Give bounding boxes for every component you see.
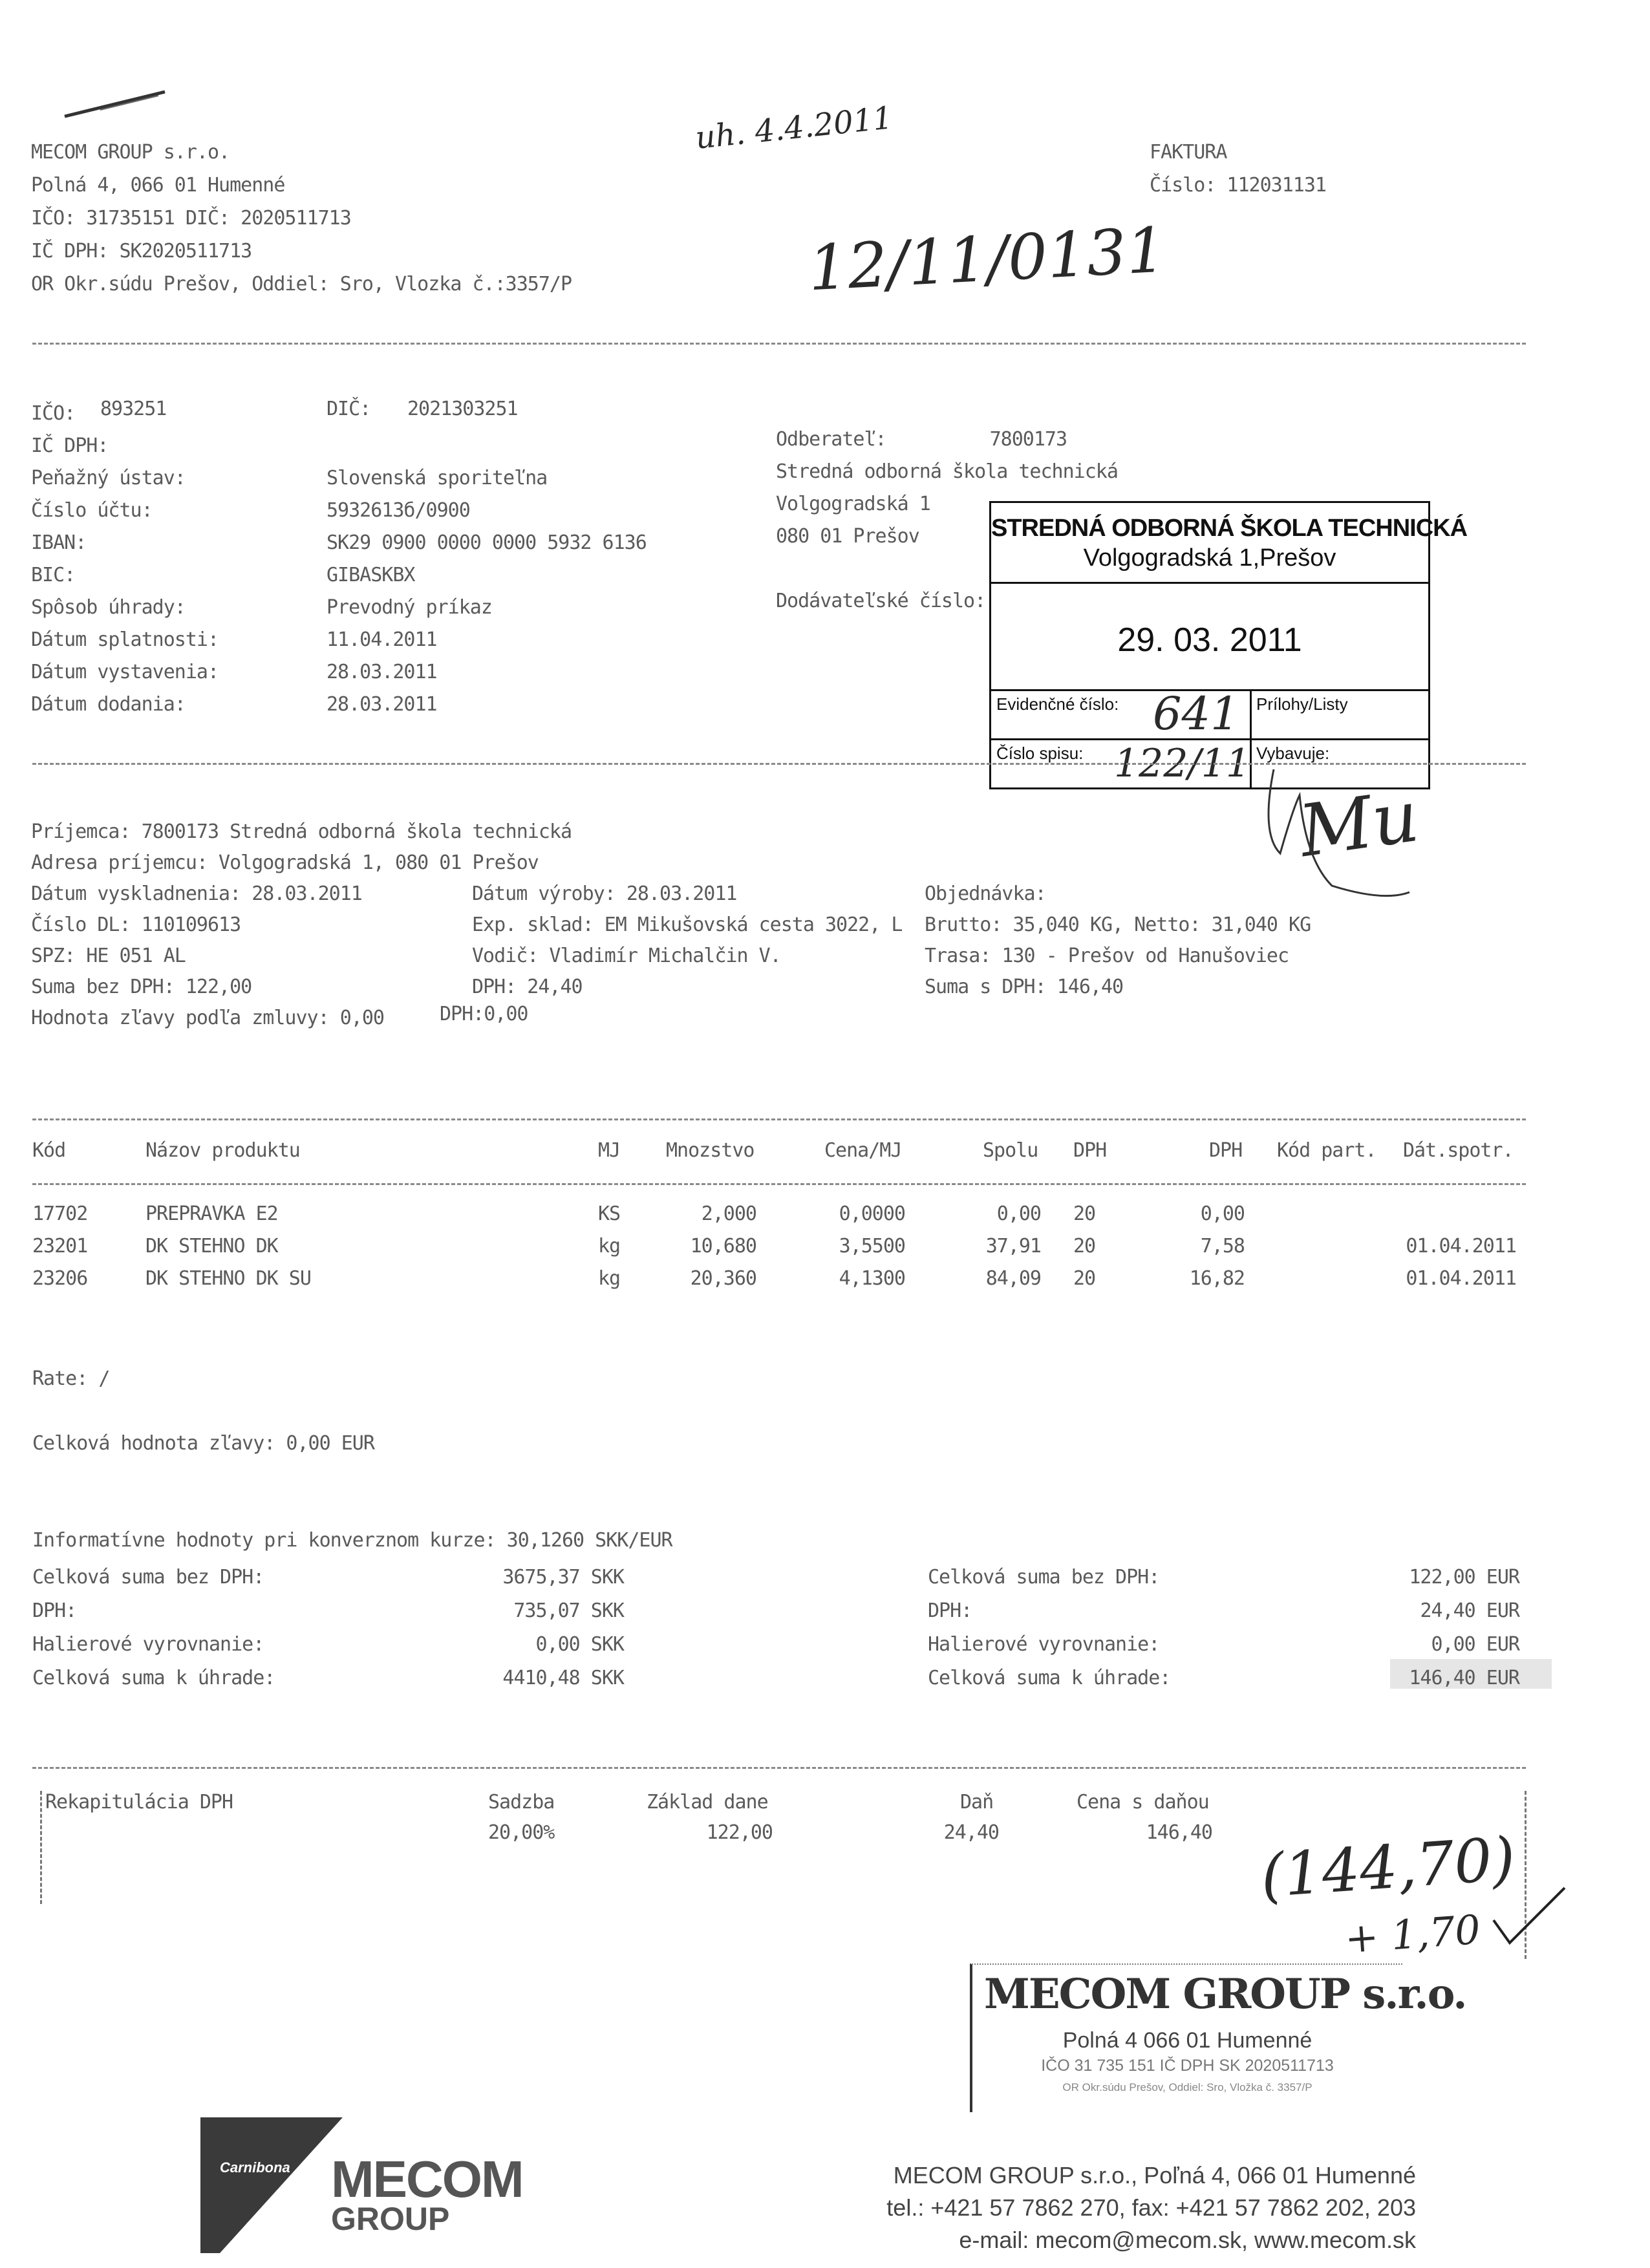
stamp-evid-label: Evidenčné číslo: (996, 694, 1119, 714)
sum-no-vat: Suma bez DPH: 122,00 (31, 976, 252, 998)
stamp-school-name: STREDNÁ ODBORNÁ ŠKOLA TECHNICKÁ (991, 515, 1468, 542)
separator (32, 1118, 1526, 1120)
skk-vat: 735,07 SKK (513, 1599, 624, 1622)
carnibona-logo-icon (194, 2114, 349, 2260)
footer-address: MECOM GROUP s.r.o., Poľná 4, 066 01 Humenné (893, 2162, 1416, 2188)
cell-price: 4,1300 (839, 1267, 905, 1290)
eur-vat: 24,40 EUR (1420, 1599, 1519, 1622)
conv-label-vat: DPH: (32, 1599, 77, 1622)
eur-label-total-no-vat: Celková suma bez DPH: (928, 1566, 1160, 1589)
cell-vat: 7,58 (1200, 1235, 1245, 1257)
cell-qty: 20,360 (690, 1267, 756, 1290)
col-header-vat-rate: DPH (1073, 1139, 1107, 1162)
cell-code: 23206 (32, 1267, 88, 1290)
delivery-label: Dátum dodania: (31, 693, 186, 716)
separator (32, 763, 1526, 765)
stamp-company-register: OR Okr.súdu Prešov, Oddiel: Sro, Vložka č. 3357/P (1062, 2081, 1312, 2093)
cell-vat-rate: 20 (1073, 1267, 1096, 1290)
registry-stamp (989, 501, 1468, 789)
due-value: 11.04.2011 (327, 628, 437, 651)
col-header-qty: Mnozstvo (666, 1139, 755, 1162)
handwritten-difference: + 1,70 (1343, 1905, 1483, 1963)
recap-gross: 146,40 (1146, 1821, 1212, 1844)
stamp-spis-label: Číslo spisu: (996, 744, 1084, 763)
cell-vat-rate: 20 (1073, 1203, 1096, 1225)
delivery-right (925, 879, 1311, 1003)
logo-brand-main: MECOM (331, 2150, 523, 2208)
delivery-vat: DPH: 24,40 (472, 976, 583, 998)
recap-border-left (40, 1791, 42, 1904)
col-header-code: Kód (32, 1139, 66, 1162)
separator (32, 343, 1526, 345)
cell-unit: kg (598, 1267, 621, 1290)
stamp-company-ids: IČO 31 735 151 IČ DPH SK 2020511713 (1041, 2057, 1334, 2075)
skk-rounding: 0,00 SKK (535, 1633, 624, 1656)
sum-vat: Suma s DPH: 146,40 (925, 976, 1124, 998)
ic-dph-label: IČ DPH: (31, 434, 109, 457)
order: Objednávka: (925, 883, 1046, 905)
cell-unit: KS (598, 1203, 621, 1225)
cell-name: DK STEHNO DK (145, 1235, 278, 1257)
customer-name: Stredná odborná škola technická (776, 460, 1118, 483)
eur-total-no-vat: 122,00 EUR (1409, 1566, 1519, 1589)
eur-label-rounding: Halierové vyrovnanie: (928, 1633, 1160, 1656)
handwritten-ref-number: 12/11/0131 (806, 213, 1168, 305)
customer-label: Odberateľ: (776, 428, 886, 451)
pen-mark-icon (61, 84, 171, 123)
supplier-block (31, 136, 572, 301)
route: Trasa: 130 - Prešov od Hanušoviec (925, 945, 1289, 967)
recipient-address: Adresa príjemcu: Volgogradská 1, 080 01 Prešov (31, 851, 539, 874)
customer-code: 7800173 (989, 428, 1067, 451)
iban-label: IBAN: (31, 531, 87, 554)
conv-label-rounding: Halierové vyrovnanie: (32, 1633, 264, 1656)
cell-code: 17702 (32, 1203, 88, 1225)
signature: Mu (1294, 774, 1424, 873)
col-header-total: Spolu (983, 1139, 1038, 1162)
footer-phone: tel.: +421 57 7862 270, fax: +421 57 7862 202, 203 (886, 2194, 1416, 2221)
account-label: Číslo účtu: (31, 499, 153, 522)
stamp-divider (991, 582, 1428, 584)
cell-name: PREPRAVKA E2 (145, 1203, 278, 1225)
conv-label-total-due: Celková suma k úhrade: (32, 1667, 275, 1689)
method-value: Prevodný príkaz (327, 596, 492, 619)
recap-label: Rekapitulácia DPH (45, 1791, 233, 1813)
logo-small-text: Carnibona (220, 2159, 290, 2176)
stamp-handler-label: Vybavuje: (1256, 744, 1330, 763)
recap-tax: 24,40 (943, 1821, 999, 1844)
supplier-ids: IČO: 31735151 DIČ: 2020511713 (31, 207, 351, 230)
rate-label: Rate: / (32, 1367, 110, 1390)
ico-label: IČO: (31, 402, 76, 425)
skk-total-no-vat: 3675,37 SKK (502, 1566, 624, 1589)
stamp-company-name: MECOM GROUP s.r.o. (984, 1970, 1466, 2018)
col-header-price: Cena/MJ (824, 1139, 902, 1162)
cell-total: 0,00 (996, 1203, 1041, 1225)
ico-value: 893251 (100, 398, 167, 420)
cell-vat-rate: 20 (1073, 1235, 1096, 1257)
recap-header-rate: Sadzba (488, 1791, 555, 1813)
footer-contact (679, 2159, 1416, 2256)
cell-qty: 2,000 (701, 1203, 756, 1225)
company-stamp (970, 1963, 1466, 2112)
recap-header-base: Základ dane (647, 1791, 768, 1813)
cell-price: 0,0000 (839, 1203, 905, 1225)
cell-code: 23201 (32, 1235, 88, 1257)
cell-expiry: 01.04.2011 (1406, 1267, 1516, 1290)
eur-total-due: 146,40 EUR (1409, 1667, 1519, 1689)
conversion-labels-eur (928, 1561, 1170, 1695)
production-date: Dátum výroby: 28.03.2011 (472, 883, 737, 905)
payment-labels (31, 398, 219, 721)
conversion-eur-values (1293, 1561, 1519, 1695)
dic-label: DIČ: (327, 398, 371, 420)
delivery-middle (472, 879, 902, 1003)
invoice-label: FAKTURA (1150, 141, 1227, 164)
discount-vat: DPH:0,00 (440, 1003, 528, 1025)
issued-value: 28.03.2011 (327, 661, 437, 683)
conversion-skk-values (388, 1561, 624, 1695)
supplier-address: Polná 4, 066 01 Humenné (31, 174, 285, 197)
handwritten-date: uh. 4.4.2011 (693, 100, 895, 156)
issued-label: Dátum vystavenia: (31, 661, 219, 683)
eur-label-total-due: Celková suma k úhrade: (928, 1667, 1171, 1689)
account-value: 5932613б/0900 (327, 499, 470, 522)
eur-label-vat: DPH: (928, 1599, 972, 1622)
dispatch-date: Dátum vyskladnenia: 28.03.2011 (31, 883, 362, 905)
conv-label-total-no-vat: Celková suma bez DPH: (32, 1566, 264, 1589)
dl-number: Číslo DL: 110109613 (31, 914, 241, 936)
col-header-name: Názov produktu (145, 1139, 300, 1162)
conversion-labels-skk (32, 1561, 275, 1695)
separator (32, 1183, 1526, 1185)
driver: Vodič: Vladimír Michalčin V. (472, 945, 781, 967)
stamp-school-address: Volgogradská 1,Prešov (1083, 544, 1336, 572)
cell-unit: kg (598, 1235, 621, 1257)
due-label: Dátum splatnosti: (31, 628, 219, 651)
skk-total-due: 4410,48 SKK (502, 1667, 624, 1689)
recap-rate: 20,00% (488, 1821, 555, 1844)
dic-value: 2021303251 (407, 398, 518, 420)
cell-vat: 0,00 (1200, 1203, 1245, 1225)
separator (32, 1767, 1526, 1769)
payment-values (327, 462, 647, 721)
cell-expiry: 01.04.2011 (1406, 1235, 1516, 1257)
supplier-register: OR Okr.súdu Prešov, Oddiel: Sro, Vlozka č.:3357/P (31, 273, 572, 295)
bank-value: Slovenská sporiteľna (327, 467, 548, 489)
stamp-attachments-label: Prílohy/Listy (1256, 694, 1348, 714)
warehouse: Exp. sklad: EM Mikušovská cesta 3022, L (472, 914, 903, 936)
col-header-expiry: Dát.spotr. (1403, 1139, 1514, 1162)
cell-total: 37,91 (985, 1235, 1041, 1257)
handwritten-corrected-total: (144,70) (1258, 1824, 1517, 1911)
supplier-vat-id: IČ DPH: SK2020511713 (31, 240, 252, 262)
recipient: Príjemca: 7800173 Stredná odborná škola technická (31, 820, 572, 843)
invoice-number: Číslo: 112031131 (1150, 174, 1326, 197)
iban-value: SK29 0900 0000 0000 5932 6136 (327, 531, 647, 554)
check-mark-icon (1487, 1881, 1571, 1952)
delivery-value: 28.03.2011 (327, 693, 437, 716)
cell-name: DK STEHNO DK SU (145, 1267, 311, 1290)
method-label: Spôsob úhrady: (31, 596, 186, 619)
handwritten-evid-number: 641 (1153, 687, 1239, 740)
customer-street: Volgogradská 1 (776, 493, 930, 515)
logo-brand-sub: GROUP (331, 2201, 450, 2237)
col-header-part: Kód part. (1277, 1139, 1377, 1162)
recap-header-gross: Cena s daňou (1077, 1791, 1209, 1813)
weight: Brutto: 35,040 KG, Netto: 31,040 KG (925, 914, 1311, 936)
supplier-name: MECOM GROUP s.r.o. (31, 141, 230, 164)
cell-vat: 16,82 (1189, 1267, 1245, 1290)
invoice-header (1150, 136, 1326, 202)
footer-email: e-mail: mecom@mecom.sk, www.mecom.sk (959, 2227, 1416, 2253)
discount-value: Hodnota zľavy podľa zmluvy: 0,00 (31, 1007, 384, 1029)
conversion-note: Informatívne hodnoty pri konverznom kurze: 30,1260 SKK/EUR (32, 1529, 672, 1552)
bic-value: GIBASKBX (327, 564, 415, 586)
stamp-company-address: Polná 4 066 01 Humenné (1062, 2028, 1312, 2053)
stamp-date: 29. 03. 2011 (1117, 621, 1302, 659)
cell-total: 84,09 (985, 1267, 1041, 1290)
handwritten-spis-number: 122/11 (1114, 741, 1251, 786)
cell-price: 3,5500 (839, 1235, 905, 1257)
eur-rounding: 0,00 EUR (1431, 1633, 1519, 1656)
customer-city: 080 01 Prešov (776, 525, 919, 548)
col-header-unit: MJ (598, 1139, 621, 1162)
supplier-number-label: Dodávateľské číslo: (776, 590, 986, 612)
bank-label: Peňažný ústav: (31, 467, 186, 489)
recap-header-tax: Daň (960, 1791, 994, 1813)
recap-base: 122,00 (706, 1821, 773, 1844)
bic-label: BIC: (31, 564, 76, 586)
cell-qty: 10,680 (690, 1235, 756, 1257)
spz: SPZ: HE 051 AL (31, 945, 186, 967)
col-header-vat: DPH (1209, 1139, 1243, 1162)
total-discount: Celková hodnota zľavy: 0,00 EUR (32, 1432, 374, 1455)
